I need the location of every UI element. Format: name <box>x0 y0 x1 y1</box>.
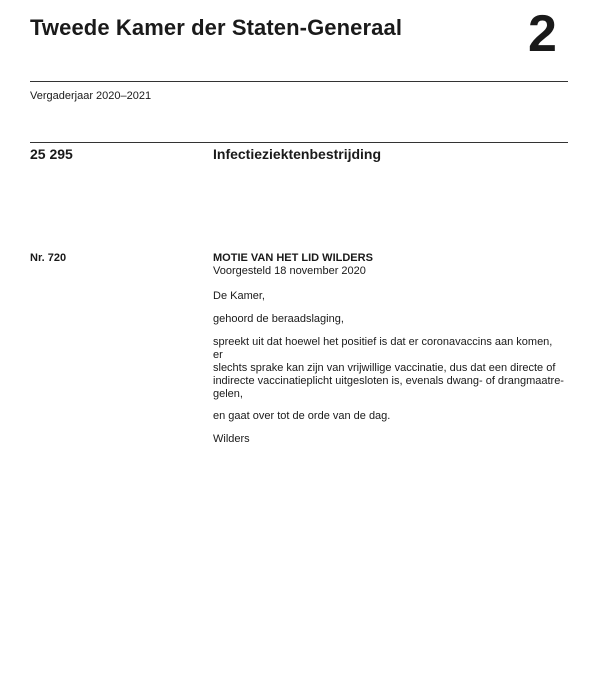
document-number: Nr. 720 <box>30 252 67 264</box>
motion-statement <box>213 336 565 401</box>
motion-statement-line: spreekt uit dat hoewel het positief is dat er coronavaccins aan komen, er <box>213 336 553 361</box>
header-divider <box>30 81 568 82</box>
motion-body <box>213 252 565 446</box>
motion-heard-clause: gehoord de beraadslaging, <box>213 313 344 325</box>
chamber-title: Tweede Kamer der Staten-Generaal <box>30 15 403 40</box>
motion-signer: Wilders <box>213 433 250 445</box>
chamber-number: 2 <box>528 5 557 63</box>
dossier-number: 25 295 <box>30 146 73 162</box>
dossier-title: Infectieziektenbestrijding <box>213 146 382 162</box>
motion-proposed-date: Voorgesteld 18 november 2020 <box>213 265 366 277</box>
motion-order-clause: en gaat over tot de orde van de dag. <box>213 410 391 422</box>
dossier-divider <box>30 142 568 143</box>
motion-title: MOTIE VAN HET LID WILDERS <box>213 252 373 264</box>
motion-addressee: De Kamer, <box>213 290 265 302</box>
motion-statement-line: indirecte vaccinatieplicht uitgesloten is, evenals dwang- of drangmaatre- <box>213 375 564 387</box>
motion-statement-line: slechts sprake kan zijn van vrijwillige vaccinatie, dus dat een directe of <box>213 362 556 374</box>
motion-statement-line: gelen, <box>213 388 243 400</box>
session-year: Vergaderjaar 2020–2021 <box>30 90 152 102</box>
